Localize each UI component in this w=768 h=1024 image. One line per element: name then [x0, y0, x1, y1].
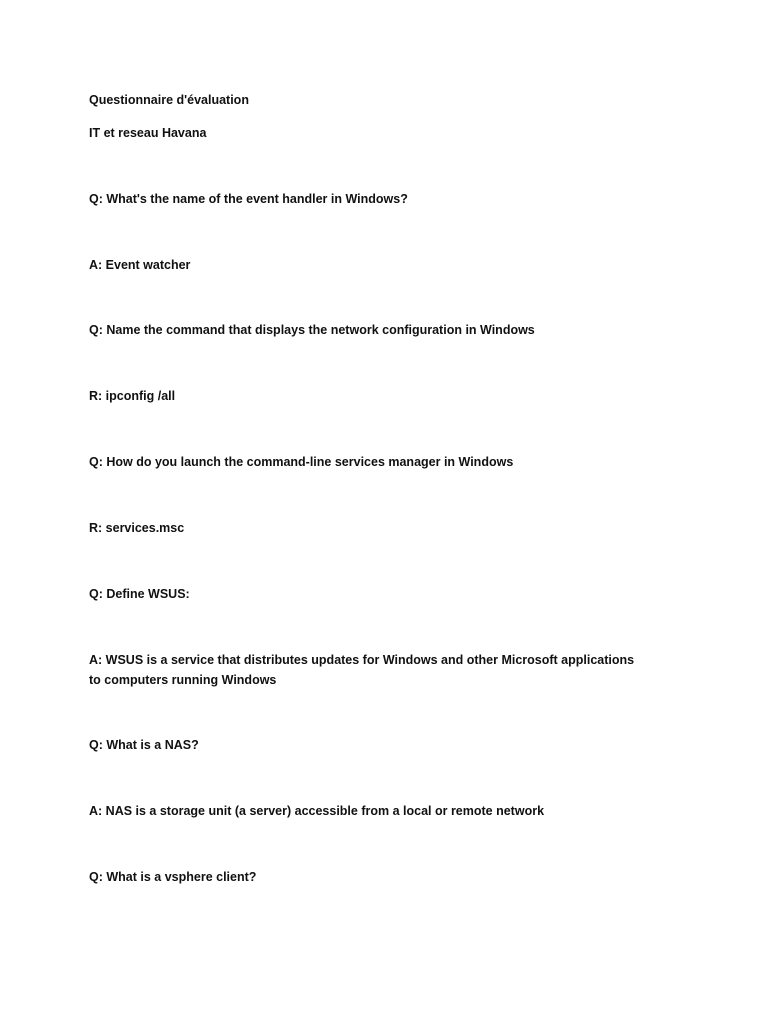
document-subtitle: IT et reseau Havana: [89, 126, 207, 140]
question-6: Q: What is a vsphere client?: [89, 870, 257, 884]
question-3: Q: How do you launch the command-line services manager in Windows: [89, 455, 514, 469]
answer-2: R: ipconfig /all: [89, 389, 176, 403]
question-5: Q: What is a NAS?: [89, 738, 199, 752]
question-4: Q: Define WSUS:: [89, 587, 190, 601]
question-2: Q: Name the command that displays the network configuration in Windows: [89, 323, 535, 337]
answer-4: A: WSUS is a service that distributes updates for Windows and other Microsoft applications to computers running Windows: [89, 653, 635, 687]
question-1: Q: What's the name of the event handler in Windows?: [89, 192, 408, 206]
answer-3: R: services.msc: [89, 521, 185, 535]
document-title: Questionnaire d'évaluation: [89, 93, 249, 107]
answer-1: A: Event watcher: [89, 258, 191, 272]
answer-5: A: NAS is a storage unit (a server) accessible from a local or remote network: [89, 804, 545, 818]
